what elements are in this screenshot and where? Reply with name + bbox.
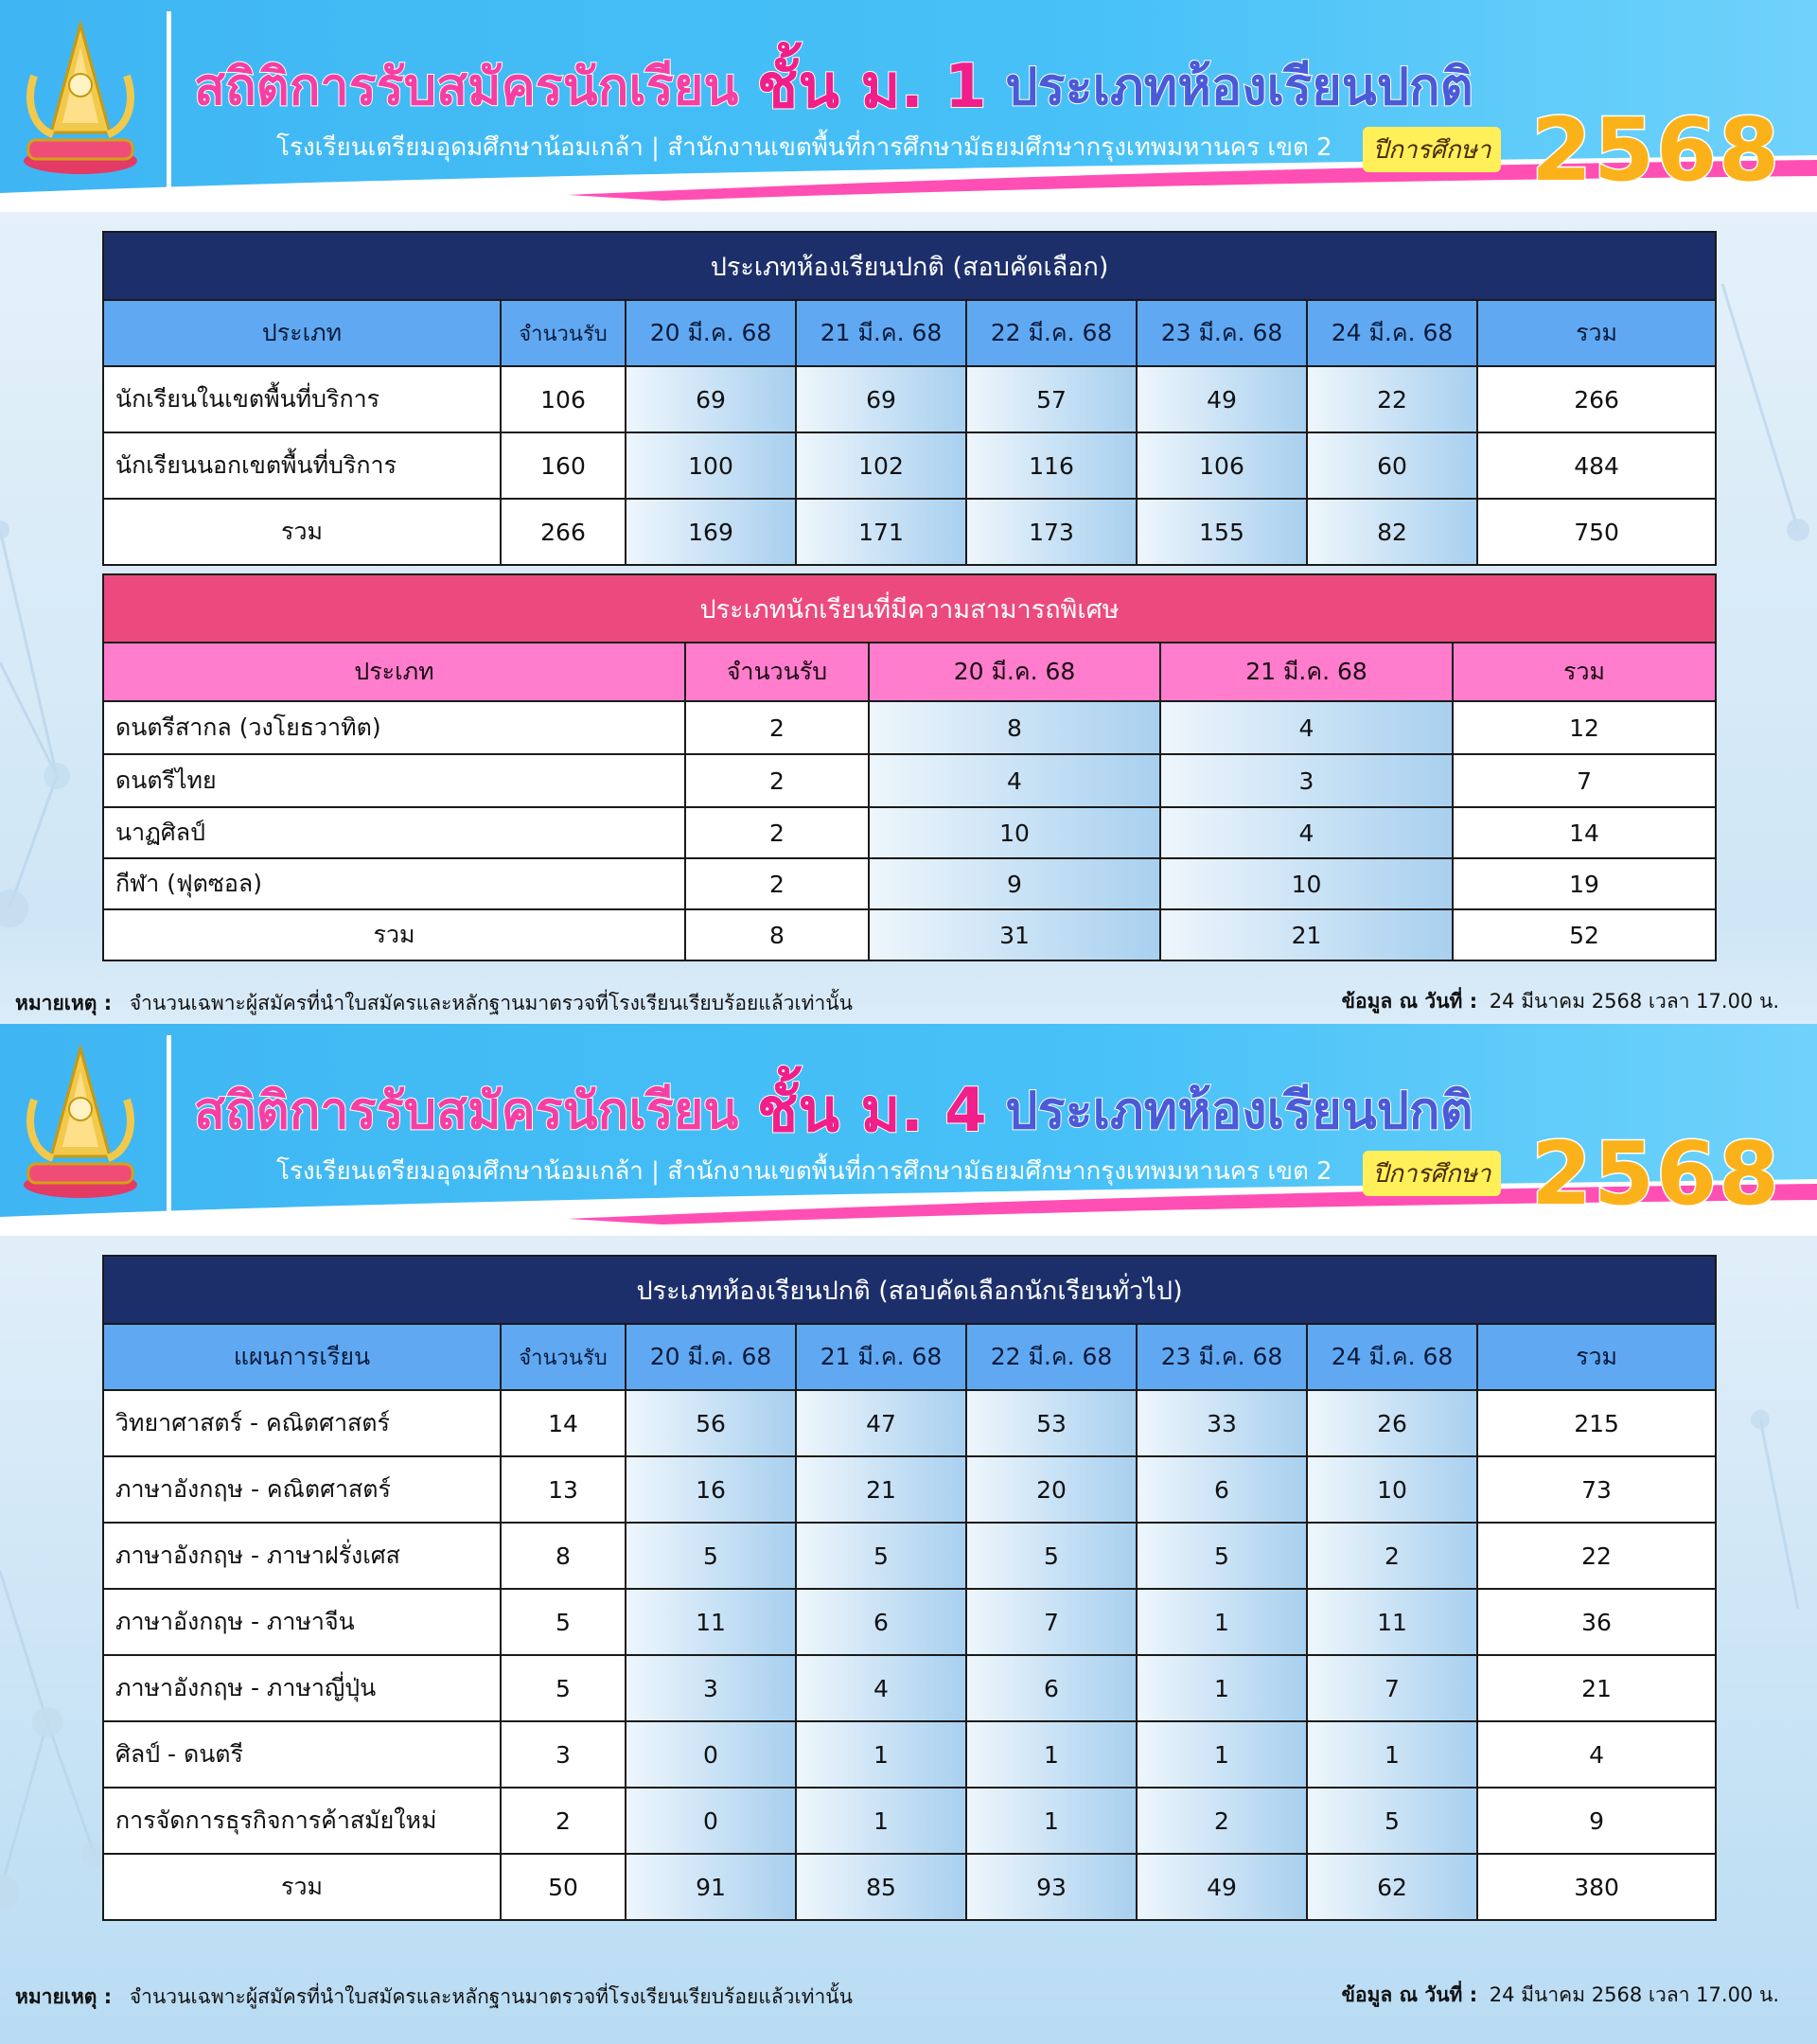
m1-normal-table-header (103, 300, 1716, 366)
table-row (103, 1788, 1716, 1854)
table-cell: 93 (966, 1854, 1137, 1920)
m4-title (194, 1062, 1473, 1146)
m4-year-label: ปีการศึกษา (1363, 1151, 1501, 1196)
table-cell: 1 (796, 1788, 966, 1854)
table-cell: 5 (626, 1523, 796, 1589)
m1-title-left: สถิติการรับสมัครนักเรียน (194, 57, 739, 116)
column-header: ประเภท (103, 300, 501, 366)
table-cell: 1 (796, 1721, 966, 1788)
table-cell: 33 (1137, 1390, 1307, 1456)
column-header: รวม (1477, 1324, 1716, 1390)
table-cell: 82 (1307, 499, 1477, 565)
table-cell: 1 (966, 1721, 1137, 1788)
m1-special-table (102, 573, 1717, 961)
table-cell: 0 (626, 1721, 796, 1788)
table-cell: 1 (1307, 1721, 1477, 1788)
table-cell: 2 (1307, 1523, 1477, 1589)
table-cell: 6 (796, 1589, 966, 1655)
row-label: ดนตรีสากล (วงโยธวาทิต) (103, 701, 685, 754)
table-row (103, 432, 1716, 499)
table-cell: 12 (1453, 701, 1716, 754)
table-cell: 2 (685, 701, 869, 754)
m1-school-subtitle: โรงเรียนเตรียมอุดมศึกษาน้อมเกล้า | สำนักงานเขตพื้นที่การศึกษามัธยมศึกษากรุงเทพมหานคร เขต 2 (276, 133, 1332, 162)
column-header: 22 มี.ค. 68 (966, 300, 1137, 366)
table-cell: 50 (501, 1854, 626, 1920)
table-cell: 169 (626, 499, 796, 565)
m4-normal-table-header (103, 1324, 1716, 1390)
table-cell: 4 (1160, 701, 1453, 754)
row-label: กีฬา (ฟุตซอล) (103, 858, 685, 909)
m4-school-subtitle: โรงเรียนเตรียมอุดมศึกษาน้อมเกล้า | สำนักงานเขตพื้นที่การศึกษามัธยมศึกษากรุงเทพมหานคร เขต 2 (276, 1157, 1332, 1186)
table-cell: 484 (1477, 432, 1716, 499)
row-label: ภาษาอังกฤษ - คณิตศาสตร์ (103, 1456, 501, 1523)
column-header: จำนวนรับ (501, 300, 626, 366)
table-cell: 31 (869, 909, 1160, 960)
table-cell: 4 (796, 1655, 966, 1721)
row-label: ภาษาอังกฤษ - ภาษาญี่ปุ่น (103, 1655, 501, 1721)
m1-special-table-caption: ประเภทนักเรียนที่มีความสามารถพิเศษ (103, 574, 1716, 643)
m4-title-left: สถิติการรับสมัครนักเรียน (194, 1081, 739, 1140)
column-header: 22 มี.ค. 68 (966, 1324, 1137, 1390)
row-label: รวม (103, 909, 685, 960)
banner-divider (167, 11, 171, 193)
note-label: หมายเหตุ : (15, 1985, 113, 2008)
table-row (103, 701, 1716, 754)
table-cell: 14 (501, 1390, 626, 1456)
table-cell: 13 (501, 1456, 626, 1523)
row-label: นาฏศิลป์ (103, 807, 685, 858)
table-cell: 11 (1307, 1589, 1477, 1655)
m4-year-value: 2568 (1531, 1123, 1782, 1225)
table-cell: 5 (501, 1589, 626, 1655)
table-cell: 102 (796, 432, 966, 499)
row-label: นักเรียนนอกเขตพื้นที่บริการ (103, 432, 501, 499)
data-as-of-label: ข้อมูล ณ วันที่ : (1341, 990, 1478, 1013)
row-label: ภาษาอังกฤษ - ภาษาฝรั่งเศส (103, 1523, 501, 1589)
column-header: 24 มี.ค. 68 (1307, 300, 1477, 366)
table-cell: 57 (966, 366, 1137, 432)
note-label: หมายเหตุ : (15, 992, 113, 1014)
table-cell: 4 (1160, 807, 1453, 858)
column-header: 20 มี.ค. 68 (626, 1324, 796, 1390)
table-cell: 49 (1137, 1854, 1307, 1920)
column-header: รวม (1453, 643, 1716, 701)
m4-normal-table-caption: ประเภทห้องเรียนปกติ (สอบคัดเลือกนักเรียนทั่วไป) (103, 1256, 1716, 1324)
table-cell: 1 (966, 1788, 1137, 1854)
column-header: ประเภท (103, 643, 685, 701)
table-cell: 21 (1160, 909, 1453, 960)
column-header: 23 มี.ค. 68 (1137, 1324, 1307, 1390)
column-header: 23 มี.ค. 68 (1137, 300, 1307, 366)
table-cell: 106 (501, 366, 626, 432)
data-as-of-value: 24 มีนาคม 2568 เวลา 17.00 น. (1489, 990, 1779, 1013)
table-cell: 3 (501, 1721, 626, 1788)
table-cell: 60 (1307, 432, 1477, 499)
table-cell: 9 (869, 858, 1160, 909)
table-cell: 2 (685, 754, 869, 807)
table-cell: 22 (1477, 1523, 1716, 1589)
table-cell: 11 (626, 1589, 796, 1655)
m1-banner (0, 0, 1817, 212)
table-cell: 2 (685, 858, 869, 909)
table-cell: 3 (626, 1655, 796, 1721)
table-cell: 26 (1307, 1390, 1477, 1456)
data-as-of-value: 24 มีนาคม 2568 เวลา 17.00 น. (1489, 1983, 1779, 2006)
table-cell: 69 (796, 366, 966, 432)
table-cell: 173 (966, 499, 1137, 565)
table-total-row (103, 499, 1716, 565)
note-text: จำนวนเฉพาะผู้สมัครที่นำใบสมัครและหลักฐานมาตรวจที่โรงเรียนเรียบร้อยแล้วเท่านั้น (129, 992, 853, 1014)
m4-normal-table (102, 1255, 1717, 1921)
column-header: แผนการเรียน (103, 1324, 501, 1390)
m1-special-table-header (103, 643, 1716, 701)
table-cell: 116 (966, 432, 1137, 499)
column-header: รวม (1477, 300, 1716, 366)
table-row (103, 754, 1716, 807)
row-label: นักเรียนในเขตพื้นที่บริการ (103, 366, 501, 432)
m1-normal-table (102, 231, 1717, 566)
table-cell: 266 (1477, 366, 1716, 432)
table-cell: 3 (1160, 754, 1453, 807)
table-cell: 52 (1453, 909, 1716, 960)
table-row (103, 1721, 1716, 1788)
column-header: 21 มี.ค. 68 (796, 300, 966, 366)
table-cell: 91 (626, 1854, 796, 1920)
m1-section (0, 0, 1817, 1014)
table-cell: 10 (1307, 1456, 1477, 1523)
table-cell: 7 (1453, 754, 1716, 807)
table-cell: 85 (796, 1854, 966, 1920)
table-cell: 2 (685, 807, 869, 858)
table-cell: 5 (501, 1655, 626, 1721)
row-label: วิทยาศาสตร์ - คณิตศาสตร์ (103, 1390, 501, 1456)
m4-title-right: ประเภทห้องเรียนปกติ (1005, 1081, 1473, 1140)
table-cell: 160 (501, 432, 626, 499)
table-cell: 69 (626, 366, 796, 432)
column-header: 24 มี.ค. 68 (1307, 1324, 1477, 1390)
table-row (103, 1390, 1716, 1456)
table-cell: 215 (1477, 1390, 1716, 1456)
table-cell: 2 (501, 1788, 626, 1854)
table-cell: 19 (1453, 858, 1716, 909)
m4-data-as-of (1342, 1980, 1779, 2011)
table-row (103, 807, 1716, 858)
row-label: ดนตรีไทย (103, 754, 685, 807)
table-row (103, 1655, 1716, 1721)
table-cell: 5 (966, 1523, 1137, 1589)
m4-note (15, 1982, 853, 2013)
column-header: 20 มี.ค. 68 (869, 643, 1160, 701)
m4-banner (0, 1024, 1817, 1236)
table-cell: 1 (1137, 1589, 1307, 1655)
table-cell: 380 (1477, 1854, 1716, 1920)
table-row (103, 1456, 1716, 1523)
table-row (103, 1523, 1716, 1589)
table-cell: 62 (1307, 1854, 1477, 1920)
table-cell: 36 (1477, 1589, 1716, 1655)
table-cell: 21 (1477, 1655, 1716, 1721)
table-cell: 1 (1137, 1655, 1307, 1721)
table-cell: 20 (966, 1456, 1137, 1523)
table-cell: 53 (966, 1390, 1137, 1456)
table-row (103, 366, 1716, 432)
row-label: การจัดการธุรกิจการค้าสมัยใหม่ (103, 1788, 501, 1854)
table-cell: 7 (1307, 1655, 1477, 1721)
school-emblem-icon (15, 19, 146, 180)
row-label: รวม (103, 1854, 501, 1920)
m1-data-as-of (1342, 986, 1779, 1017)
column-header: 21 มี.ค. 68 (796, 1324, 966, 1390)
table-cell: 2 (1137, 1788, 1307, 1854)
table-cell: 73 (1477, 1456, 1716, 1523)
m1-title-grade: ชั้น ม. 1 (756, 52, 987, 122)
table-cell: 8 (685, 909, 869, 960)
m4-title-grade: ชั้น ม. 4 (756, 1076, 987, 1146)
column-header: จำนวนรับ (685, 643, 869, 701)
m1-normal-table-caption: ประเภทห้องเรียนปกติ (สอบคัดเลือก) (103, 232, 1716, 300)
column-header: จำนวนรับ (501, 1324, 626, 1390)
table-cell: 16 (626, 1456, 796, 1523)
table-cell: 22 (1307, 366, 1477, 432)
table-cell: 8 (869, 701, 1160, 754)
note-text: จำนวนเฉพาะผู้สมัครที่นำใบสมัครและหลักฐานมาตรวจที่โรงเรียนเรียบร้อยแล้วเท่านั้น (129, 1985, 853, 2008)
table-cell: 10 (1160, 858, 1453, 909)
table-cell: 7 (966, 1589, 1137, 1655)
m1-year-label: ปีการศึกษา (1363, 127, 1501, 172)
table-cell: 750 (1477, 499, 1716, 565)
table-cell: 155 (1137, 499, 1307, 565)
table-cell: 1 (1137, 1721, 1307, 1788)
table-row (103, 1589, 1716, 1655)
table-cell: 5 (1137, 1523, 1307, 1589)
table-cell: 6 (1137, 1456, 1307, 1523)
table-total-row (103, 1854, 1716, 1920)
banner-divider (167, 1035, 171, 1217)
table-cell: 171 (796, 499, 966, 565)
table-cell: 8 (501, 1523, 626, 1589)
m1-year-value: 2568 (1531, 99, 1782, 201)
table-cell: 4 (1477, 1721, 1716, 1788)
table-cell: 4 (869, 754, 1160, 807)
table-cell: 10 (869, 807, 1160, 858)
table-cell: 100 (626, 432, 796, 499)
m1-title-right: ประเภทห้องเรียนปกติ (1005, 57, 1473, 116)
table-total-row (103, 909, 1716, 960)
data-as-of-label: ข้อมูล ณ วันที่ : (1341, 1983, 1478, 2006)
table-cell: 21 (796, 1456, 966, 1523)
row-label: ศิลป์ - ดนตรี (103, 1721, 501, 1788)
table-cell: 266 (501, 499, 626, 565)
table-row (103, 858, 1716, 909)
table-cell: 5 (1307, 1788, 1477, 1854)
row-label: รวม (103, 499, 501, 565)
m1-title (194, 38, 1473, 122)
table-cell: 0 (626, 1788, 796, 1854)
row-label: ภาษาอังกฤษ - ภาษาจีน (103, 1589, 501, 1655)
table-cell: 106 (1137, 432, 1307, 499)
m1-note (15, 988, 853, 1019)
table-cell: 9 (1477, 1788, 1716, 1854)
table-cell: 47 (796, 1390, 966, 1456)
table-cell: 14 (1453, 807, 1716, 858)
table-cell: 49 (1137, 366, 1307, 432)
table-cell: 6 (966, 1655, 1137, 1721)
column-header: 21 มี.ค. 68 (1160, 643, 1453, 701)
column-header: 20 มี.ค. 68 (626, 300, 796, 366)
table-cell: 56 (626, 1390, 796, 1456)
m4-section (0, 1024, 1817, 2008)
school-emblem-icon (15, 1043, 146, 1204)
table-cell: 5 (796, 1523, 966, 1589)
